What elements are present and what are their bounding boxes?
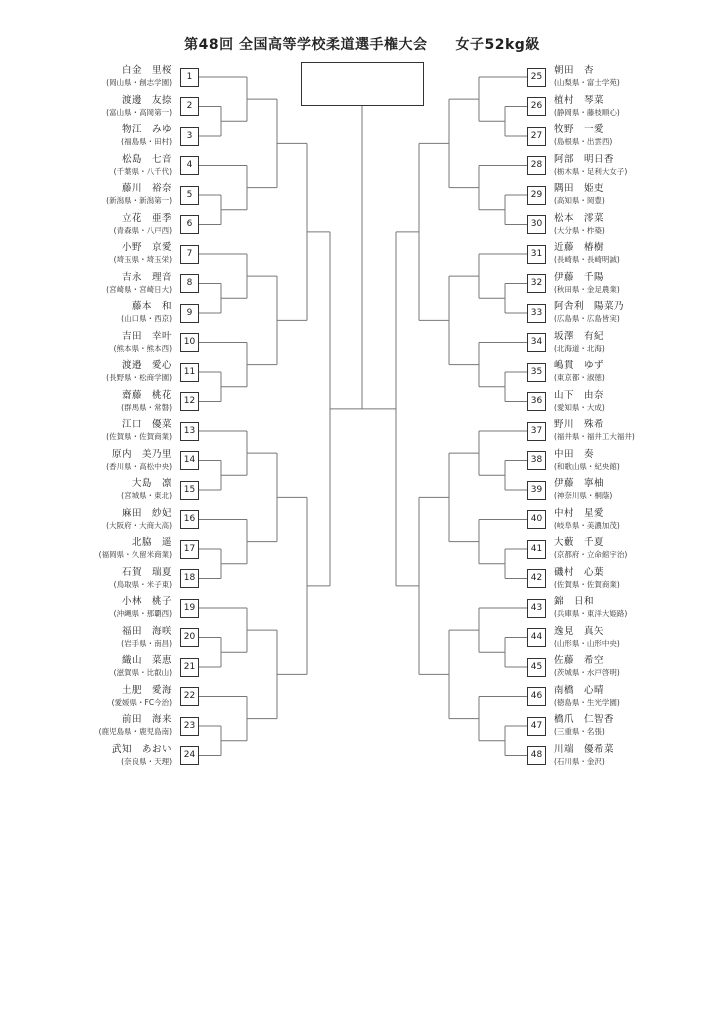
competitor-entry [2, 154, 172, 180]
competitor-entry [554, 360, 724, 386]
seed-number: 8 [180, 274, 199, 293]
competitor-entry [2, 242, 172, 268]
competitor-affiliation: (長崎県・長崎明誠) [554, 255, 620, 264]
competitor-entry [554, 95, 724, 121]
competitor-name: 渡邊 友捺 [121, 94, 172, 106]
competitor-name: 渡邉 愛心 [121, 360, 172, 371]
competitor-name: 錦 日和 [554, 596, 595, 607]
competitor-entry [554, 154, 724, 180]
seed-number: 32 [527, 274, 546, 293]
seed-number: 36 [527, 392, 546, 411]
competitor-entry [2, 626, 172, 652]
competitor-affiliation: (佐賀県・佐賀商業) [106, 432, 172, 441]
competitor-entry [2, 449, 172, 475]
competitor-name: 吉永 理音 [121, 271, 172, 283]
competitor-name: 前田 海来 [121, 714, 172, 725]
competitor-name: 中村 星愛 [554, 507, 605, 519]
seed-number: 47 [527, 717, 546, 736]
competitor-affiliation: (石川県・金沢) [554, 756, 605, 766]
competitor-affiliation: (神奈川県・桐蔭) [554, 491, 613, 500]
seed-number: 39 [527, 481, 546, 500]
seed-number: 43 [527, 599, 546, 618]
competitor-affiliation: (福岡県・久留米商業) [98, 550, 172, 559]
competitor-entry [554, 183, 724, 209]
seed-number: 20 [180, 628, 199, 647]
seed-number: 19 [180, 599, 199, 618]
seed-number: 5 [180, 186, 199, 205]
competitor-affiliation: (福島県・田村) [121, 137, 172, 146]
competitor-entry [554, 301, 724, 327]
seed-number: 16 [180, 510, 199, 529]
competitor-name: 織山 菜恵 [121, 655, 172, 666]
seed-number: 42 [527, 569, 546, 588]
competitor-name: 佐藤 希空 [554, 655, 605, 666]
competitor-entry [2, 655, 172, 681]
competitor-affiliation: (東京都・淑徳) [554, 373, 605, 382]
competitor-affiliation: (京都府・立命館宇治) [554, 550, 628, 559]
competitor-affiliation: (山口県・西京) [121, 314, 172, 323]
competitor-affiliation: (茨城県・水戸啓明) [554, 668, 620, 677]
seed-number: 15 [180, 481, 199, 500]
seed-number: 12 [180, 392, 199, 411]
competitor-entry [2, 685, 172, 711]
competitor-entry [554, 655, 724, 681]
competitor-entry [2, 537, 172, 563]
competitor-name: 石賀 瑞夏 [121, 566, 172, 578]
competitor-name: 阿部 明日香 [554, 153, 615, 165]
competitor-affiliation: (山梨県・富士学苑) [554, 78, 620, 87]
competitor-entry [554, 449, 724, 475]
competitor-name: 藤川 裕奈 [121, 183, 172, 194]
seed-number: 41 [527, 540, 546, 559]
competitor-affiliation: (滋賀県・比叡山) [113, 668, 172, 677]
seed-number: 17 [180, 540, 199, 559]
competitor-name: 植村 琴菜 [554, 94, 605, 106]
seed-number: 25 [527, 68, 546, 87]
competitor-affiliation: (沖縄県・那覇西) [113, 609, 172, 618]
competitor-entry [2, 360, 172, 386]
seed-number: 14 [180, 451, 199, 470]
competitor-affiliation: (静岡県・藤枝順心) [554, 107, 620, 117]
competitor-affiliation: (富山県・高岡第一) [106, 107, 172, 117]
competitor-name: 麻田 紗妃 [121, 507, 172, 519]
seed-number: 29 [527, 186, 546, 205]
seed-number: 31 [527, 245, 546, 264]
competitor-affiliation: (栃木県・足利大女子) [554, 166, 628, 176]
competitor-affiliation: (三重県・名張) [554, 727, 605, 736]
seed-number: 37 [527, 422, 546, 441]
competitor-name: 山下 由奈 [554, 389, 605, 401]
competitor-affiliation: (大阪府・大商大高) [106, 520, 172, 530]
competitor-affiliation: (岩手県・南昌) [121, 638, 172, 648]
competitor-name: 野川 殊希 [554, 419, 605, 430]
competitor-entry [554, 596, 724, 622]
competitor-affiliation: (千葉県・八千代) [113, 166, 172, 176]
competitor-name: 伊藤 千陽 [554, 271, 605, 283]
competitor-name: 土肥 愛海 [121, 684, 172, 696]
competitor-name: 立花 亜季 [121, 212, 172, 224]
competitor-affiliation: (和歌山県・紀央館) [554, 461, 620, 471]
seed-number: 28 [527, 156, 546, 175]
competitor-name: 近藤 椿樹 [554, 242, 605, 253]
competitor-name: 逸見 真矢 [554, 625, 605, 637]
competitor-entry [2, 124, 172, 150]
competitor-entry [554, 419, 724, 445]
competitor-affiliation: (島根県・出雲西) [554, 137, 613, 146]
competitor-affiliation: (愛知県・大成) [554, 402, 605, 412]
competitor-entry [554, 390, 724, 416]
competitor-affiliation: (山形県・山形中央) [554, 638, 620, 648]
event-title: 第48回 全国高等学校柔道選手権大会 [184, 37, 428, 53]
competitor-name: 磯村 心葉 [554, 566, 605, 578]
competitor-name: 齋藤 桃花 [121, 389, 172, 401]
seed-number: 35 [527, 363, 546, 382]
seed-number: 46 [527, 687, 546, 706]
competitor-affiliation: (秋田県・金足農業) [554, 284, 620, 294]
competitor-name: 坂澤 有紀 [554, 330, 605, 342]
competitor-entry [2, 596, 172, 622]
competitor-name: 牧野 一愛 [554, 124, 605, 135]
seed-number: 24 [180, 746, 199, 765]
competitor-entry [554, 685, 724, 711]
seed-number: 11 [180, 363, 199, 382]
competitor-entry [2, 95, 172, 121]
competitor-name: 原内 美乃里 [111, 448, 172, 460]
seed-number: 44 [527, 628, 546, 647]
seed-number: 45 [527, 658, 546, 677]
competitor-entry [2, 183, 172, 209]
competitor-affiliation: (岡山県・創志学園) [106, 78, 172, 87]
competitor-entry [554, 331, 724, 357]
seed-number: 18 [180, 569, 199, 588]
competitor-entry [554, 714, 724, 740]
seed-number: 9 [180, 304, 199, 323]
seed-number: 34 [527, 333, 546, 352]
seed-number: 33 [527, 304, 546, 323]
competitor-entry [2, 508, 172, 534]
seed-number: 10 [180, 333, 199, 352]
seed-number: 23 [180, 717, 199, 736]
seed-number: 48 [527, 746, 546, 765]
competitor-entry [554, 272, 724, 298]
competitor-affiliation: (青森県・八戸西) [113, 225, 172, 235]
competitor-name: 川端 優希菜 [554, 743, 615, 755]
competitor-name: 松本 澪菜 [554, 212, 605, 224]
competitor-affiliation: (兵庫県・東洋大姫路) [554, 609, 628, 618]
seed-number: 22 [180, 687, 199, 706]
competitor-affiliation: (長野県・松商学園) [106, 373, 172, 382]
competitor-entry [2, 390, 172, 416]
competitor-entry [2, 567, 172, 593]
competitor-name: 小野 京愛 [121, 242, 172, 253]
competitor-entry [2, 301, 172, 327]
competitor-name: 白金 里桜 [121, 65, 172, 76]
competitor-name: 大藪 千夏 [554, 537, 605, 548]
competitor-entry [2, 419, 172, 445]
competitor-name: 南橋 心晴 [554, 684, 605, 696]
competitor-name: 吉田 幸叶 [121, 330, 172, 342]
competitor-name: 藤本 和 [131, 301, 172, 312]
competitor-entry [2, 331, 172, 357]
competitor-affiliation: (北海道・北海) [554, 343, 605, 353]
competitor-entry [2, 744, 172, 770]
competitor-name: 武知 あおい [111, 743, 172, 755]
competitor-name: 阿舎利 陽菜乃 [554, 301, 625, 312]
competitor-name: 大島 凛 [131, 478, 172, 489]
champion-box [301, 62, 424, 106]
competitor-affiliation: (鳥取県・米子東) [113, 579, 172, 589]
seed-number: 21 [180, 658, 199, 677]
competitor-name: 江口 優菜 [121, 419, 172, 430]
competitor-entry [2, 272, 172, 298]
competitor-affiliation: (宮崎県・宮崎日大) [106, 284, 172, 294]
seed-number: 4 [180, 156, 199, 175]
competitor-entry [554, 65, 724, 91]
competitor-affiliation: (埼玉県・埼玉栄) [113, 255, 172, 264]
competitor-name: 小林 桃子 [121, 596, 172, 607]
competitor-name: 嶋貫 ゆず [554, 360, 605, 371]
seed-number: 1 [180, 68, 199, 87]
competitor-affiliation: (愛媛県・FC今治) [111, 697, 172, 707]
competitor-affiliation: (新潟県・新潟第一) [106, 196, 172, 205]
weight-category: 女子52kg級 [455, 37, 540, 53]
competitor-entry [554, 124, 724, 150]
competitor-entry [2, 714, 172, 740]
competitor-affiliation: (香川県・高松中央) [106, 461, 172, 471]
competitor-name: 福田 海咲 [121, 625, 172, 637]
competitor-entry [2, 213, 172, 239]
competitor-affiliation: (宮城県・東北) [121, 491, 172, 500]
competitor-entry [2, 478, 172, 504]
competitor-affiliation: (熊本県・熊本西) [113, 343, 172, 353]
competitor-affiliation: (高知県・岡豊) [554, 196, 605, 205]
seed-number: 40 [527, 510, 546, 529]
competitor-entry [554, 508, 724, 534]
competitor-affiliation: (福井県・福井工大福井) [554, 432, 635, 441]
competitor-affiliation: (佐賀県・佐賀商業) [554, 579, 620, 589]
competitor-name: 隅田 姫吏 [554, 183, 605, 194]
competitor-entry [554, 744, 724, 770]
competitor-affiliation: (奈良県・天理) [121, 756, 172, 766]
competitor-entry [554, 213, 724, 239]
seed-number: 2 [180, 97, 199, 116]
competitor-affiliation: (徳島県・生光学園) [554, 697, 620, 707]
seed-number: 27 [527, 127, 546, 146]
seed-number: 3 [180, 127, 199, 146]
competitor-entry [554, 537, 724, 563]
competitor-affiliation: (群馬県・常磐) [121, 402, 172, 412]
competitor-affiliation: (鹿児島県・鹿児島南) [98, 727, 172, 736]
competitor-entry [2, 65, 172, 91]
competitor-name: 物江 みゆ [121, 124, 172, 135]
competitor-entry [554, 242, 724, 268]
competitor-name: 松島 七音 [121, 153, 172, 165]
competitor-entry [554, 567, 724, 593]
competitor-affiliation: (岐阜県・美濃加茂) [554, 520, 620, 530]
competitor-name: 伊藤 寧柚 [554, 478, 605, 489]
competitor-name: 北脇 遥 [131, 537, 172, 548]
competitor-name: 中田 奏 [554, 448, 595, 460]
seed-number: 13 [180, 422, 199, 441]
competitor-name: 朝田 杏 [554, 65, 595, 76]
seed-number: 30 [527, 215, 546, 234]
competitor-affiliation: (大分県・柞築) [554, 225, 605, 235]
seed-number: 26 [527, 97, 546, 116]
competitor-affiliation: (広島県・広島皆実) [554, 314, 620, 323]
seed-number: 38 [527, 451, 546, 470]
competitor-entry [554, 478, 724, 504]
competitor-entry [554, 626, 724, 652]
seed-number: 6 [180, 215, 199, 234]
competitor-name: 橋爪 仁智香 [554, 714, 615, 725]
seed-number: 7 [180, 245, 199, 264]
